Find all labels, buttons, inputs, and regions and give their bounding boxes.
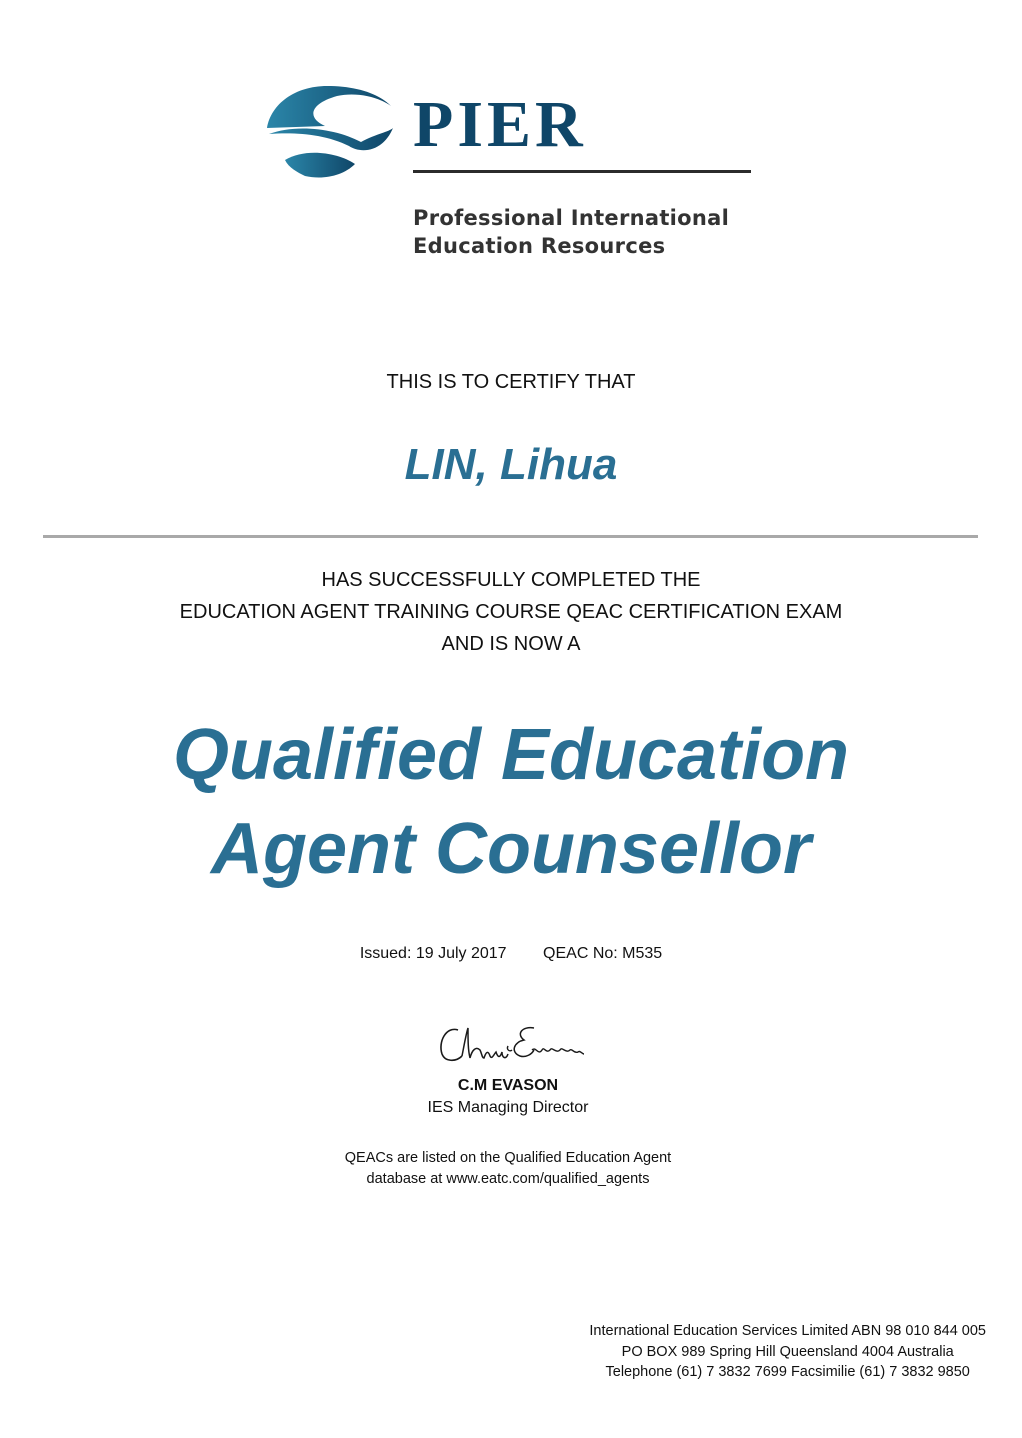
footer-line2: PO BOX 989 Spring Hill Queensland 4004 Australia <box>621 1343 954 1360</box>
qualification-line1: Qualified Education <box>172 715 850 795</box>
issue-date: Issued: 19 July 2017 <box>359 945 507 962</box>
database-note <box>0 1148 1016 1190</box>
issuer-footer <box>589 1321 986 1383</box>
certify-statement: THIS IS TO CERTIFY THAT <box>386 371 636 393</box>
footer-line1: International Education Services Limited ABN 98 010 844 005 <box>589 1323 986 1339</box>
logo-tagline-line1: Professional International <box>413 206 730 230</box>
pier-wordmark: PIER <box>413 88 587 161</box>
logo-divider <box>413 170 751 173</box>
pier-logo <box>265 82 765 262</box>
qualification-line2: Agent Counsellor <box>210 809 811 889</box>
signatory-title: IES Managing Director <box>427 1099 589 1116</box>
database-note-line2: database at www.eatc.com/qualified_agents <box>366 1171 650 1187</box>
signatory-name: C.M EVASON <box>457 1077 559 1094</box>
qualification-title <box>0 708 1022 896</box>
logo-tagline <box>413 204 729 260</box>
qeac-number: QEAC No: M535 <box>543 945 663 962</box>
signature <box>436 1020 586 1072</box>
completion-line2: EDUCATION AGENT TRAINING COURSE QEAC CERTIFICATION EXAM <box>179 601 843 623</box>
database-note-line1: QEACs are listed on the Qualified Education Agent <box>344 1150 672 1166</box>
section-divider <box>43 535 978 538</box>
completion-line1: HAS SUCCESSFULLY COMPLETED THE <box>321 569 701 591</box>
footer-line3: Telephone (61) 7 3832 7699 Facsimilie (61) 7 3832 9850 <box>605 1364 970 1380</box>
issue-details <box>0 945 1022 963</box>
logo-tagline-line2: Education Resources <box>413 234 666 258</box>
pier-globe-icon <box>265 82 395 182</box>
recipient-name: LIN, Lihua <box>404 440 618 489</box>
completion-statement <box>0 564 1022 660</box>
completion-line3: AND IS NOW A <box>441 633 581 655</box>
